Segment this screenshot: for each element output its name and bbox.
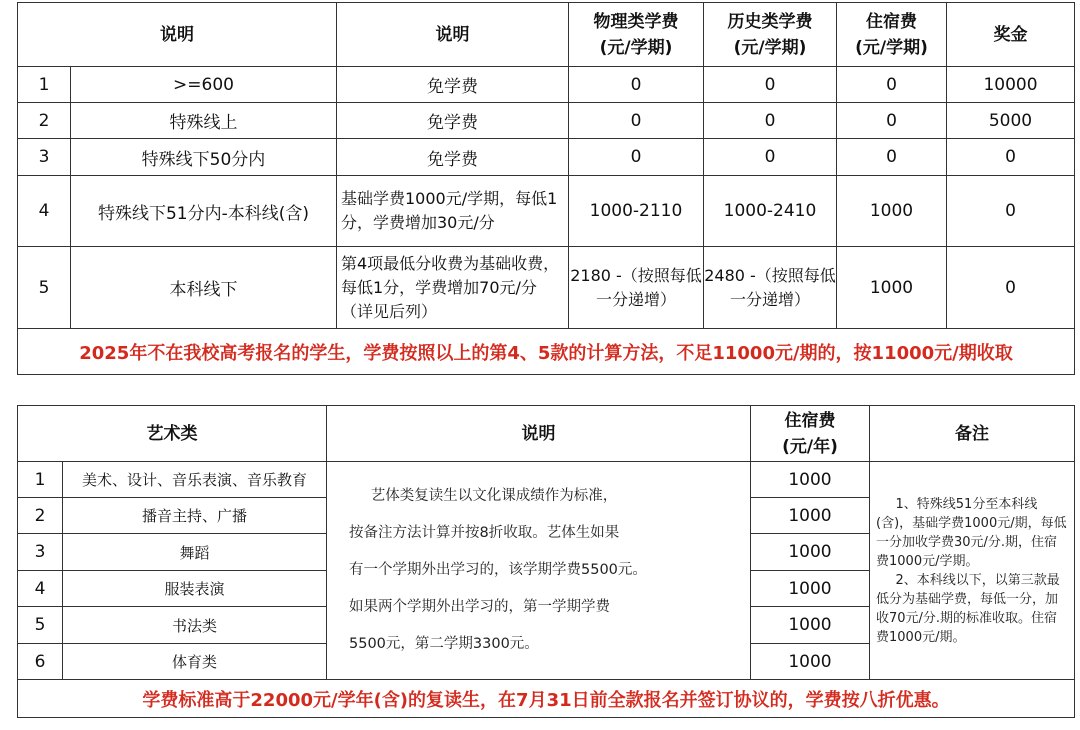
row-physics: 0: [569, 67, 704, 103]
footer-row: [18, 680, 1075, 718]
footer-row: [18, 329, 1075, 375]
row-no: 1: [18, 67, 71, 103]
table-header-row: [18, 406, 1075, 462]
header-board: 住宿费 (元/年): [751, 406, 870, 462]
row-name: 播音主持、广播: [63, 498, 327, 534]
table-header-row: [18, 3, 1075, 67]
row-cond: >=600: [71, 67, 337, 103]
remarks: 1、特殊线51分至本科线(含)，基础学费1000元/期，每低一分加收学费30元/分.期，住宿费1000元/学期。 2、本科线以下，以第三款最低分为基础学费，每低一分，加收70元/分.期的标准收取。住宿费1000元/期。: [870, 462, 1075, 680]
row-physics: 2180 -（按照每低一分递增）: [569, 247, 704, 329]
art-tuition-table: [17, 405, 1075, 718]
row-history: 0: [704, 139, 837, 176]
row-award: 5000: [947, 103, 1075, 139]
row-cond: 本科线下: [71, 247, 337, 329]
row-award: 10000: [947, 67, 1075, 103]
row-board: 0: [837, 67, 947, 103]
row-history: 1000-2410: [704, 176, 837, 247]
row-desc: 免学费: [337, 67, 569, 103]
row-board: 1000: [751, 644, 870, 680]
row-cond: 特殊线下50分内: [71, 139, 337, 176]
table-row: [18, 247, 1075, 329]
row-no: 4: [18, 571, 63, 607]
row-no: 5: [18, 247, 71, 329]
header-category: 艺术类: [18, 406, 327, 462]
table-row: [18, 67, 1075, 103]
tuition-table: [17, 2, 1075, 375]
row-no: 1: [18, 462, 63, 498]
row-cond: 特殊线下51分内-本科线(含): [71, 176, 337, 247]
row-board: 1000: [751, 571, 870, 607]
row-physics: 1000-2110: [569, 176, 704, 247]
row-no: 3: [18, 139, 71, 176]
row-history: 2480 -（按照每低一分递增）: [704, 247, 837, 329]
row-physics: 0: [569, 103, 704, 139]
table-row: [18, 462, 1075, 498]
header-award: 奖金: [947, 3, 1075, 67]
row-award: 0: [947, 247, 1075, 329]
table-row: [18, 103, 1075, 139]
row-board: 1000: [837, 247, 947, 329]
row-no: 2: [18, 498, 63, 534]
row-award: 0: [947, 176, 1075, 247]
row-no: 6: [18, 644, 63, 680]
row-board: 1000: [751, 607, 870, 644]
row-history: 0: [704, 67, 837, 103]
header-desc-2: 说明: [337, 3, 569, 67]
header-remarks: 备注: [870, 406, 1075, 462]
table-row: [18, 176, 1075, 247]
row-cond: 特殊线上: [71, 103, 337, 139]
footer-note: 学费标准高于22000元/学年(含)的复读生，在7月31日前全款报名并签订协议的，学费按八折优惠。: [18, 680, 1075, 718]
header-desc-1: 说明: [18, 3, 337, 67]
header-history: 历史类学费 (元/学期): [704, 3, 837, 67]
row-no: 5: [18, 607, 63, 644]
header-desc: 说明: [327, 406, 751, 462]
row-name: 舞蹈: [63, 534, 327, 571]
row-desc: 基础学费1000元/学期，每低1分，学费增加30元/分: [337, 176, 569, 247]
row-board: 0: [837, 139, 947, 176]
header-physics: 物理类学费 (元/学期): [569, 3, 704, 67]
row-desc: 免学费: [337, 139, 569, 176]
row-name: 体育类: [63, 644, 327, 680]
row-name: 服装表演: [63, 571, 327, 607]
header-board: 住宿费 (元/学期): [837, 3, 947, 67]
row-history: 0: [704, 103, 837, 139]
row-no: 3: [18, 534, 63, 571]
row-no: 2: [18, 103, 71, 139]
row-desc: 第4项最低分收费为基础收费，每低1分，学费增加70元/分（详见后列）: [337, 247, 569, 329]
row-board: 1000: [751, 462, 870, 498]
explanation: 艺体类复读生以文化课成绩作为标准， 按备注方法计算并按8折收取。艺体生如果 有一个学期外出学习的，该学期学费5500元。 如果两个学期外出学习的，第一学期学费 5500元，第二学期3300元。: [327, 462, 751, 680]
row-board: 1000: [837, 176, 947, 247]
footer-note: 2025年不在我校高考报名的学生，学费按照以上的第4、5款的计算方法，不足11000元/期的，按11000元/期收取: [18, 329, 1075, 375]
row-desc: 免学费: [337, 103, 569, 139]
row-name: 美术、设计、音乐表演、音乐教育: [63, 462, 327, 498]
row-no: 4: [18, 176, 71, 247]
row-board: 1000: [751, 498, 870, 534]
row-award: 0: [947, 139, 1075, 176]
table-row: [18, 139, 1075, 176]
row-board: 1000: [751, 534, 870, 571]
row-name: 书法类: [63, 607, 327, 644]
row-physics: 0: [569, 139, 704, 176]
row-board: 0: [837, 103, 947, 139]
